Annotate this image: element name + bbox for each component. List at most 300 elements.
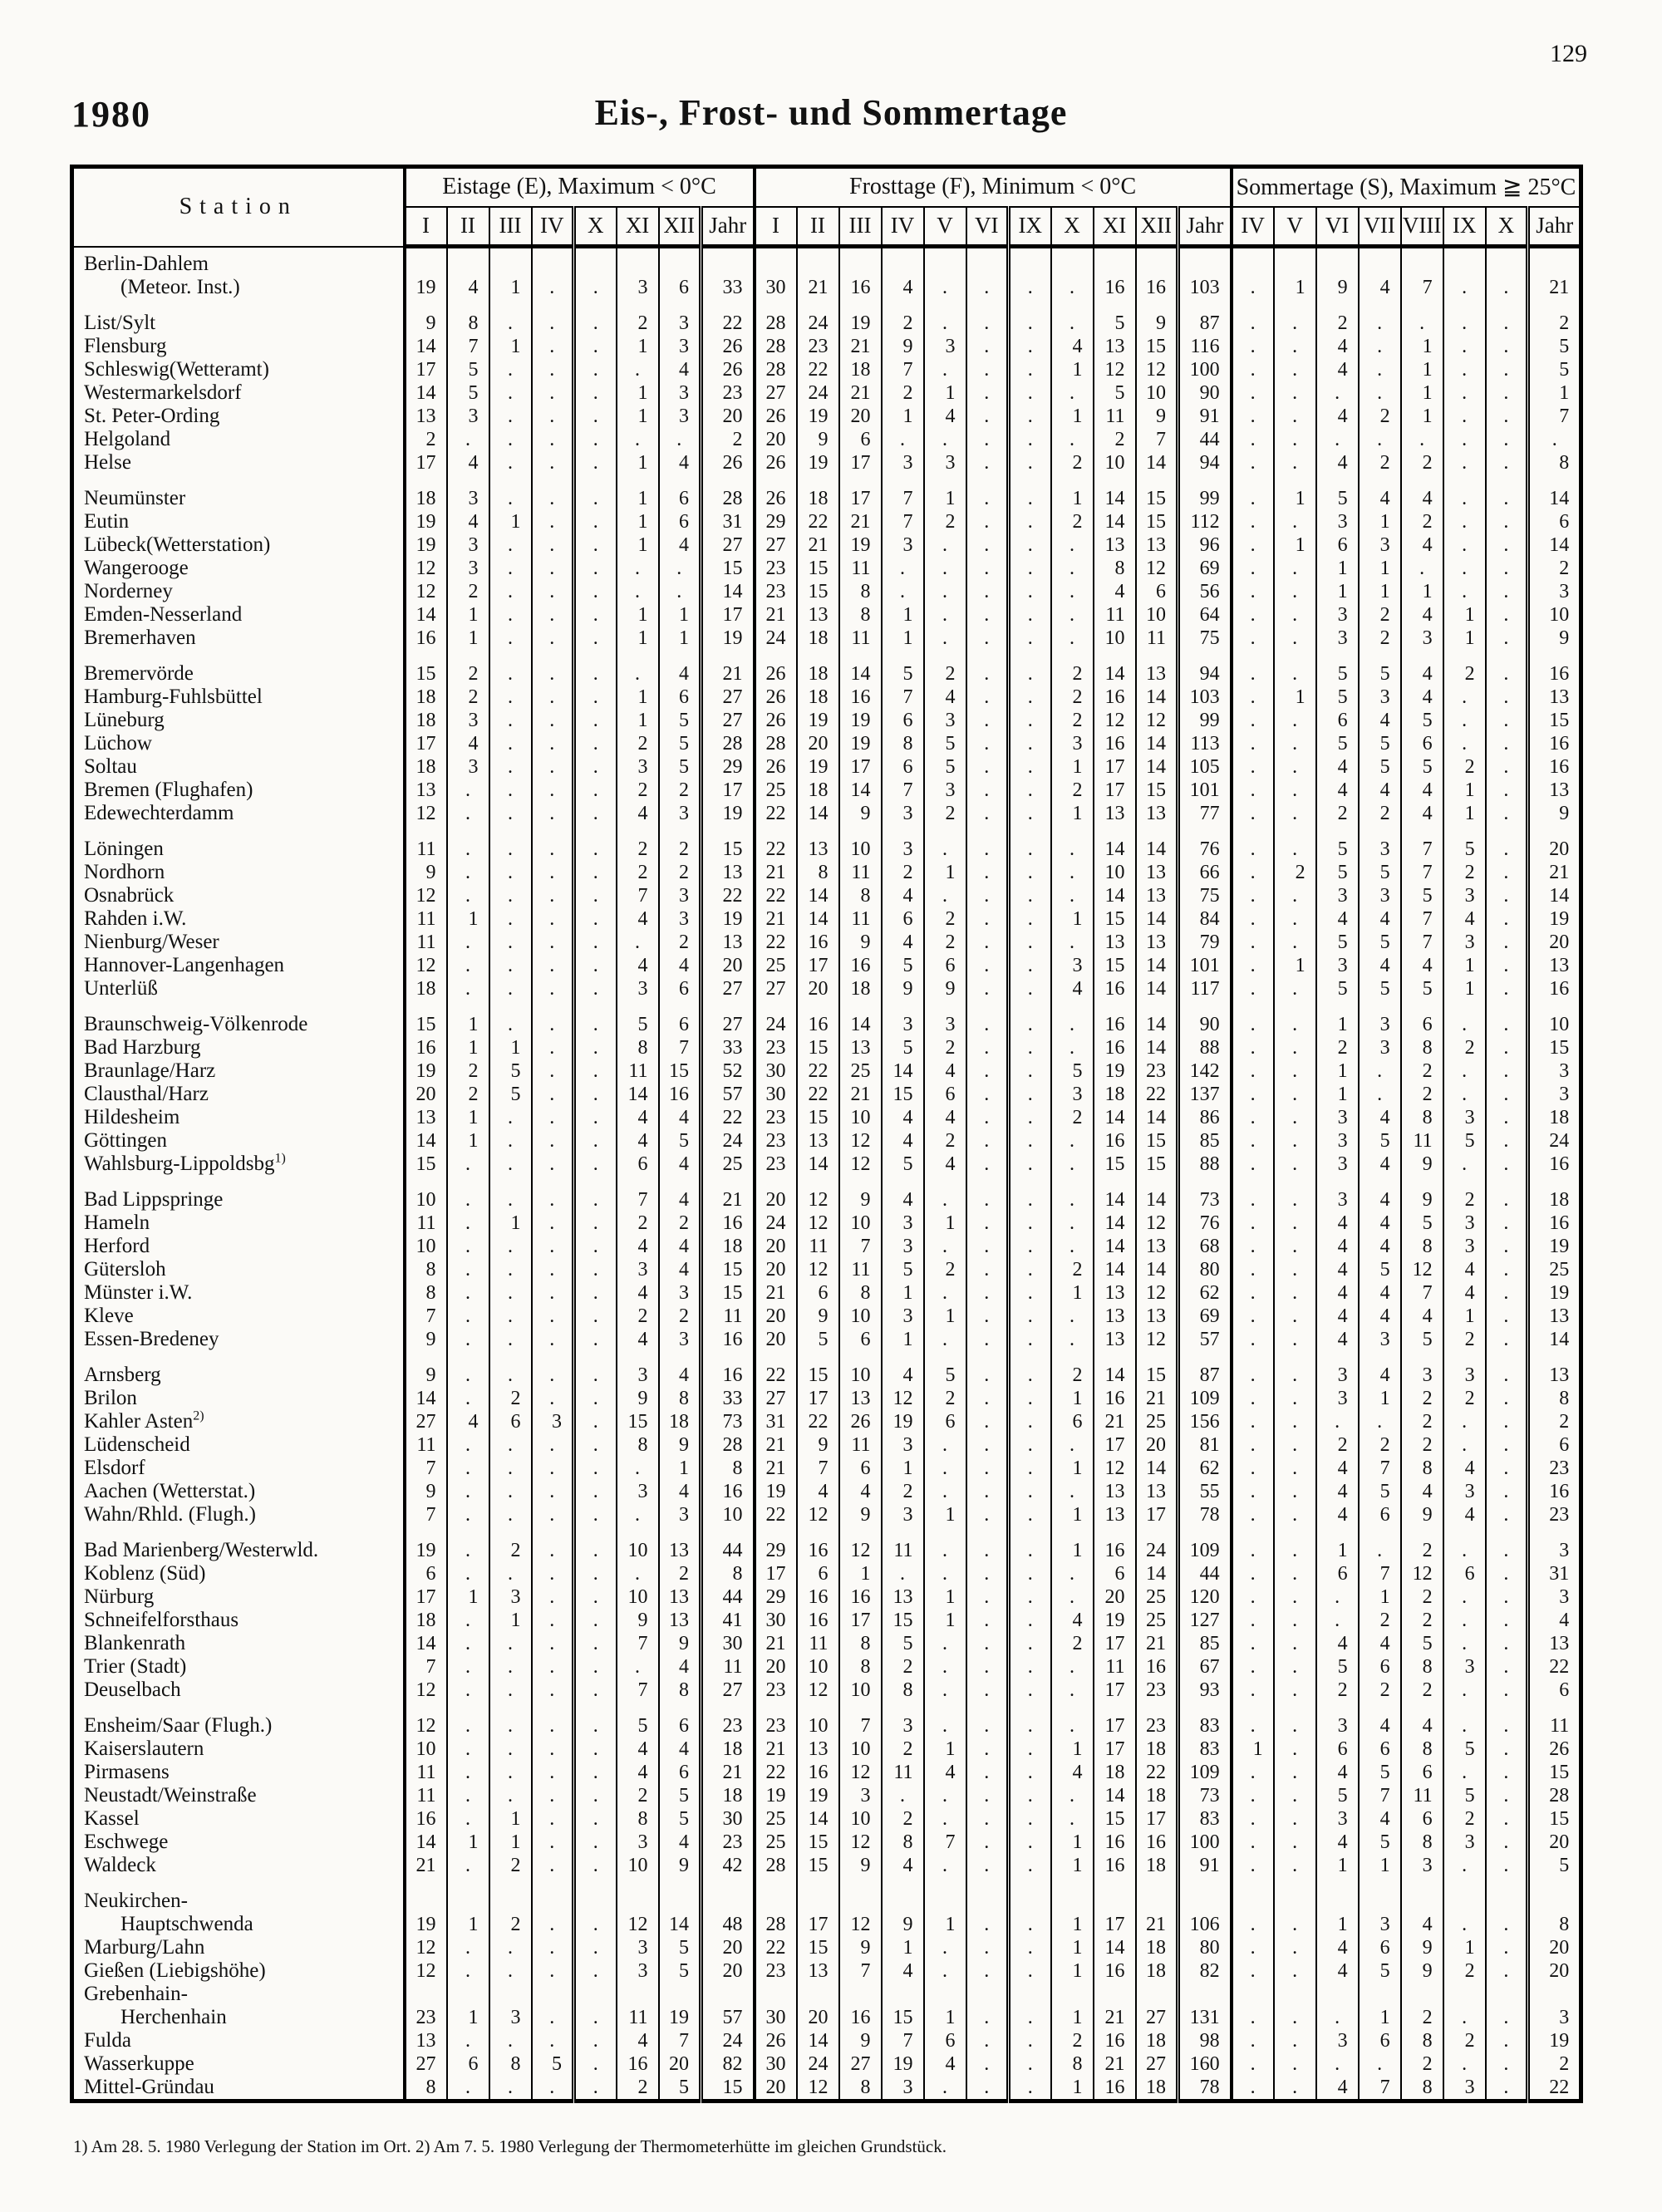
- value-cell: .: [1274, 335, 1316, 358]
- value-cell: 13: [1094, 1328, 1136, 1351]
- value-cell: .: [1274, 603, 1316, 627]
- value-cell: 10: [1528, 1013, 1581, 1036]
- empty-cell: [755, 1702, 797, 1714]
- value-cell: 1: [489, 335, 532, 358]
- value-cell: .: [1359, 381, 1401, 405]
- value-cell: 4: [617, 1106, 659, 1129]
- value-cell: .: [1232, 1235, 1274, 1258]
- value-cell: .: [1009, 1761, 1051, 1784]
- value-cell: 4: [617, 1281, 659, 1305]
- value-cell: 1: [1051, 1913, 1094, 1936]
- value-cell: 16: [797, 931, 839, 954]
- value-cell: 15: [701, 1258, 755, 1281]
- value-cell: 2: [1443, 662, 1486, 686]
- empty-cell: [1136, 299, 1178, 312]
- value-cell: 6: [1359, 1738, 1401, 1761]
- value-cell: 137: [1178, 1083, 1232, 1106]
- station-cell: Schneifelforsthaus: [72, 1609, 405, 1632]
- value-cell: 4: [1316, 1281, 1359, 1305]
- value-cell: .: [1486, 1738, 1528, 1761]
- value-cell: .: [1274, 2076, 1316, 2101]
- value-cell: 4: [659, 1738, 701, 1761]
- value-cell: .: [574, 510, 617, 533]
- empty-cell: [1051, 1702, 1094, 1714]
- empty-cell: [532, 1526, 574, 1539]
- value-cell: .: [489, 428, 532, 451]
- value-cell: .: [1486, 1281, 1528, 1305]
- value-cell: 14: [839, 662, 882, 686]
- value-cell: 11: [405, 931, 447, 954]
- value-cell: .: [447, 1655, 489, 1679]
- value-cell: 1: [1051, 2006, 1094, 2029]
- value-cell: .: [1051, 1585, 1094, 1609]
- value-cell: .: [1232, 1281, 1274, 1305]
- value-cell: 57: [701, 1083, 755, 1106]
- value-cell: 8: [1094, 557, 1136, 580]
- empty-cell: [1359, 299, 1401, 312]
- empty-cell: [1178, 1983, 1232, 2006]
- value-cell: .: [1443, 1609, 1486, 1632]
- empty-cell: [1274, 1000, 1316, 1013]
- value-cell: 10: [617, 1854, 659, 1877]
- value-cell: 10: [839, 1305, 882, 1328]
- value-cell: .: [966, 1188, 1009, 1212]
- table-row: [72, 1609, 1581, 1632]
- value-cell: 4: [1359, 779, 1401, 802]
- value-cell: .: [1274, 1258, 1316, 1281]
- value-cell: .: [489, 1013, 532, 1036]
- value-cell: .: [924, 603, 966, 627]
- station-cell: Herchenhain: [72, 2006, 405, 2029]
- value-cell: 16: [405, 1036, 447, 1059]
- group-gap: [72, 1176, 1581, 1188]
- value-cell: 1: [617, 533, 659, 557]
- value-cell: 1: [839, 1562, 882, 1585]
- value-cell: 41: [701, 1609, 755, 1632]
- value-cell: .: [1274, 977, 1316, 1000]
- value-cell: 10: [839, 1679, 882, 1702]
- value-cell: 25: [755, 1807, 797, 1831]
- value-cell: 6: [1401, 1761, 1443, 1784]
- station-cell: Eschwege: [72, 1831, 405, 1854]
- value-cell: 5: [532, 2052, 574, 2076]
- value-cell: 16: [1094, 977, 1136, 1000]
- empty-cell: [1528, 1176, 1581, 1188]
- empty-cell: [1178, 247, 1232, 276]
- value-cell: 1: [1443, 1305, 1486, 1328]
- value-cell: 15: [882, 1609, 924, 1632]
- value-cell: 1: [489, 1609, 532, 1632]
- value-cell: .: [1274, 907, 1316, 931]
- value-cell: 15: [797, 580, 839, 603]
- empty-cell: [966, 1702, 1009, 1714]
- station-cell: Lüchow: [72, 732, 405, 755]
- value-cell: .: [1232, 1562, 1274, 1585]
- table-row: [72, 1433, 1581, 1457]
- value-cell: 16: [1094, 686, 1136, 709]
- month-header: XII: [1136, 207, 1178, 247]
- value-cell: .: [574, 2076, 617, 2101]
- value-cell: 14: [797, 1807, 839, 1831]
- value-cell: 1: [1051, 1738, 1094, 1761]
- value-cell: .: [532, 1913, 574, 1936]
- station-cell: Kahler Asten$^{2)}$: [72, 1410, 405, 1433]
- station-label-row: [72, 1983, 1581, 2006]
- empty-cell: [1051, 247, 1094, 276]
- value-cell: 4: [659, 451, 701, 474]
- table-row: [72, 1059, 1581, 1083]
- value-cell: 2: [617, 1212, 659, 1235]
- value-cell: .: [447, 779, 489, 802]
- station-cell: Edewechterdamm: [72, 802, 405, 825]
- month-header: VI: [1316, 207, 1359, 247]
- month-header: III: [489, 207, 532, 247]
- value-cell: 3: [1359, 1913, 1401, 1936]
- empty-cell: [966, 474, 1009, 487]
- value-cell: .: [1009, 1410, 1051, 1433]
- station-cell: Lüneburg: [72, 709, 405, 732]
- value-cell: 17: [1094, 1433, 1136, 1457]
- value-cell: 17: [405, 358, 447, 381]
- value-cell: 3: [1443, 2076, 1486, 2101]
- value-cell: .: [1232, 1457, 1274, 1480]
- value-cell: .: [1486, 276, 1528, 299]
- value-cell: 3: [1443, 1106, 1486, 1129]
- value-cell: 8: [1528, 1913, 1581, 1936]
- value-cell: 2: [924, 907, 966, 931]
- value-cell: 12: [617, 1913, 659, 1936]
- value-cell: .: [1274, 1714, 1316, 1738]
- value-cell: 4: [659, 1235, 701, 1258]
- value-cell: 4: [1359, 1305, 1401, 1328]
- value-cell: 1: [1359, 510, 1401, 533]
- empty-cell: [1136, 1877, 1178, 1890]
- value-cell: 14: [1094, 838, 1136, 861]
- value-cell: 12: [1136, 358, 1178, 381]
- value-cell: .: [1274, 2029, 1316, 2052]
- value-cell: 7: [1359, 1784, 1401, 1807]
- value-cell: .: [1359, 1059, 1401, 1083]
- empty-cell: [839, 1000, 882, 1013]
- station-cell: Löningen: [72, 838, 405, 861]
- value-cell: 13: [1094, 931, 1136, 954]
- value-cell: 1: [1401, 358, 1443, 381]
- value-cell: .: [1274, 1083, 1316, 1106]
- value-cell: 5: [1094, 312, 1136, 335]
- empty-cell: [924, 1351, 966, 1364]
- empty-cell: [659, 1351, 701, 1364]
- value-cell: 3: [1359, 1013, 1401, 1036]
- value-cell: 23: [1136, 1059, 1178, 1083]
- value-cell: 7: [1359, 2076, 1401, 2101]
- value-cell: 1: [659, 603, 701, 627]
- value-cell: .: [1443, 1083, 1486, 1106]
- value-cell: 101: [1178, 779, 1232, 802]
- value-cell: 2: [1274, 861, 1316, 884]
- value-cell: .: [1274, 358, 1316, 381]
- value-cell: .: [1232, 1480, 1274, 1503]
- value-cell: .: [659, 428, 701, 451]
- empty-cell: [1401, 1877, 1443, 1890]
- value-cell: .: [532, 1059, 574, 1083]
- empty-cell: [1051, 1890, 1094, 1913]
- empty-cell: [1401, 1526, 1443, 1539]
- value-cell: 3: [659, 884, 701, 907]
- value-cell: 1: [617, 405, 659, 428]
- value-cell: 4: [1359, 276, 1401, 299]
- table-row: [72, 1585, 1581, 1609]
- value-cell: 15: [1528, 709, 1581, 732]
- value-cell: .: [532, 405, 574, 428]
- value-cell: 1: [447, 627, 489, 650]
- value-cell: .: [1359, 312, 1401, 335]
- value-cell: 2: [1359, 627, 1401, 650]
- value-cell: 15: [797, 557, 839, 580]
- value-cell: 100: [1178, 358, 1232, 381]
- value-cell: 11: [405, 1433, 447, 1457]
- value-cell: .: [966, 861, 1009, 884]
- value-cell: .: [966, 954, 1009, 977]
- value-cell: 4: [617, 1328, 659, 1351]
- value-cell: 2: [1528, 1410, 1581, 1433]
- station-cell: Essen-Bredeney: [72, 1328, 405, 1351]
- value-cell: 1: [617, 335, 659, 358]
- table-row: [72, 1503, 1581, 1526]
- value-cell: 10: [797, 1714, 839, 1738]
- value-cell: 28: [1528, 1784, 1581, 1807]
- value-cell: 2: [1401, 1059, 1443, 1083]
- value-cell: 8: [701, 1457, 755, 1480]
- value-cell: 6: [882, 907, 924, 931]
- value-cell: 1: [617, 686, 659, 709]
- value-cell: .: [1274, 1959, 1316, 1983]
- value-cell: 18: [659, 1410, 701, 1433]
- value-cell: 13: [405, 779, 447, 802]
- value-cell: .: [1009, 686, 1051, 709]
- value-cell: 4: [617, 1235, 659, 1258]
- value-cell: 142: [1178, 1059, 1232, 1083]
- value-cell: .: [532, 627, 574, 650]
- station-cell: Gießen (Liebigshöhe): [72, 1959, 405, 1983]
- value-cell: 3: [1051, 954, 1094, 977]
- value-cell: 13: [1136, 1235, 1178, 1258]
- value-cell: .: [447, 1959, 489, 1983]
- value-cell: 6: [797, 1562, 839, 1585]
- value-cell: 1: [1316, 1083, 1359, 1106]
- value-cell: .: [1274, 451, 1316, 474]
- empty-cell: [447, 474, 489, 487]
- value-cell: .: [574, 451, 617, 474]
- value-cell: 52: [701, 1059, 755, 1083]
- empty-cell: [882, 474, 924, 487]
- value-cell: 19: [1528, 907, 1581, 931]
- value-cell: 9: [1401, 1503, 1443, 1526]
- value-cell: 16: [405, 1807, 447, 1831]
- value-cell: 4: [1051, 335, 1094, 358]
- value-cell: .: [447, 977, 489, 1000]
- station-cell: [72, 474, 405, 487]
- value-cell: 28: [755, 1913, 797, 1936]
- month-header: I: [755, 207, 797, 247]
- value-cell: 2: [1401, 1083, 1443, 1106]
- value-cell: 15: [701, 557, 755, 580]
- value-cell: 3: [882, 1503, 924, 1526]
- value-cell: 4: [1359, 1807, 1401, 1831]
- value-cell: .: [1232, 358, 1274, 381]
- value-cell: 117: [1178, 977, 1232, 1000]
- empty-cell: [839, 1890, 882, 1913]
- empty-cell: [1178, 1176, 1232, 1188]
- value-cell: .: [1009, 557, 1051, 580]
- value-cell: 21: [1136, 1387, 1178, 1410]
- value-cell: 7: [924, 1831, 966, 1854]
- value-cell: 4: [1359, 1281, 1401, 1305]
- value-cell: 1: [1051, 405, 1094, 428]
- value-cell: 21: [755, 1632, 797, 1655]
- value-cell: .: [1232, 276, 1274, 299]
- value-cell: .: [1274, 1854, 1316, 1877]
- value-cell: .: [1009, 954, 1051, 977]
- value-cell: 15: [1528, 1761, 1581, 1784]
- value-cell: .: [1443, 1632, 1486, 1655]
- value-cell: .: [1009, 1258, 1051, 1281]
- value-cell: 2: [659, 1562, 701, 1585]
- value-cell: 6: [1316, 1738, 1359, 1761]
- value-cell: 8: [405, 2076, 447, 2101]
- value-cell: 16: [1528, 1480, 1581, 1503]
- empty-cell: [1232, 1526, 1274, 1539]
- value-cell: 16: [797, 1585, 839, 1609]
- value-cell: .: [924, 1235, 966, 1258]
- value-cell: 11: [1094, 405, 1136, 428]
- value-cell: 30: [755, 1083, 797, 1106]
- value-cell: .: [1316, 1585, 1359, 1609]
- value-cell: 9: [839, 1188, 882, 1212]
- station-cell: Osnabrück: [72, 884, 405, 907]
- value-cell: .: [532, 1364, 574, 1387]
- value-cell: 25: [755, 954, 797, 977]
- value-cell: .: [574, 931, 617, 954]
- value-cell: .: [966, 1410, 1009, 1433]
- value-cell: 13: [797, 838, 839, 861]
- value-cell: 5: [1316, 931, 1359, 954]
- value-cell: 1: [617, 709, 659, 732]
- value-cell: .: [1486, 1655, 1528, 1679]
- value-cell: 5: [447, 358, 489, 381]
- value-cell: 14: [1094, 1936, 1136, 1959]
- value-cell: .: [924, 276, 966, 299]
- station-cell: Bremervörde: [72, 662, 405, 686]
- value-cell: .: [1009, 510, 1051, 533]
- value-cell: .: [966, 1083, 1009, 1106]
- empty-cell: [1051, 1526, 1094, 1539]
- value-cell: .: [966, 1831, 1009, 1854]
- value-cell: 48: [701, 1913, 755, 1936]
- value-cell: 19: [405, 1539, 447, 1562]
- station-cell: [72, 1351, 405, 1364]
- value-cell: .: [1443, 1059, 1486, 1083]
- value-cell: 4: [1316, 1258, 1359, 1281]
- value-cell: 1: [447, 1913, 489, 1936]
- value-cell: 16: [1094, 1959, 1136, 1983]
- value-cell: 6: [659, 1013, 701, 1036]
- value-cell: 28: [755, 312, 797, 335]
- value-cell: 29: [701, 755, 755, 779]
- value-cell: 3: [1359, 686, 1401, 709]
- value-cell: 5: [882, 1036, 924, 1059]
- station-cell: Westermarkelsdorf: [72, 381, 405, 405]
- value-cell: .: [1443, 487, 1486, 510]
- group-gap: [72, 1351, 1581, 1364]
- value-cell: 1: [1316, 1854, 1359, 1877]
- value-cell: 2: [924, 1129, 966, 1153]
- value-cell: 1: [1359, 1585, 1401, 1609]
- value-cell: 7: [882, 487, 924, 510]
- value-cell: .: [924, 884, 966, 907]
- value-cell: .: [489, 1364, 532, 1387]
- value-cell: .: [1232, 1539, 1274, 1562]
- value-cell: 9: [839, 1854, 882, 1877]
- station-cell: Clausthal/Harz: [72, 1083, 405, 1106]
- value-cell: 2: [1051, 510, 1094, 533]
- empty-cell: [924, 474, 966, 487]
- value-cell: 9: [1136, 312, 1178, 335]
- empty-cell: [1009, 247, 1051, 276]
- value-cell: 18: [701, 1235, 755, 1258]
- value-cell: 2: [617, 838, 659, 861]
- value-cell: .: [447, 1679, 489, 1702]
- value-cell: 14: [701, 580, 755, 603]
- empty-cell: [924, 1983, 966, 2006]
- value-cell: 10: [1094, 451, 1136, 474]
- value-cell: 2: [1051, 662, 1094, 686]
- value-cell: 17: [1136, 1503, 1178, 1526]
- empty-cell: [1232, 474, 1274, 487]
- value-cell: .: [1486, 802, 1528, 825]
- value-cell: .: [532, 358, 574, 381]
- empty-cell: [447, 1983, 489, 2006]
- month-header: III: [839, 207, 882, 247]
- value-cell: 15: [797, 1854, 839, 1877]
- value-cell: .: [1009, 1679, 1051, 1702]
- value-cell: 8: [839, 1655, 882, 1679]
- value-cell: 11: [405, 1212, 447, 1235]
- station-cell: [72, 1877, 405, 1890]
- value-cell: .: [574, 1364, 617, 1387]
- value-cell: .: [924, 1679, 966, 1702]
- value-cell: .: [966, 931, 1009, 954]
- value-cell: 22: [755, 802, 797, 825]
- empty-cell: [532, 1176, 574, 1188]
- value-cell: 10: [1528, 603, 1581, 627]
- empty-cell: [574, 1000, 617, 1013]
- value-cell: 2: [489, 1913, 532, 1936]
- empty-cell: [659, 1526, 701, 1539]
- group-header-1: Frosttage (F), Minimum < 0°C: [755, 167, 1232, 207]
- empty-cell: [617, 247, 659, 276]
- value-cell: 4: [1359, 1714, 1401, 1738]
- value-cell: 6: [882, 755, 924, 779]
- value-cell: .: [574, 1212, 617, 1235]
- value-cell: .: [1232, 1387, 1274, 1410]
- value-cell: 5: [1528, 1854, 1581, 1877]
- station-cell: Herford: [72, 1235, 405, 1258]
- value-cell: .: [532, 603, 574, 627]
- value-cell: .: [1274, 1212, 1316, 1235]
- value-cell: 4: [447, 1410, 489, 1433]
- value-cell: 5: [1359, 977, 1401, 1000]
- value-cell: 1: [1443, 1936, 1486, 1959]
